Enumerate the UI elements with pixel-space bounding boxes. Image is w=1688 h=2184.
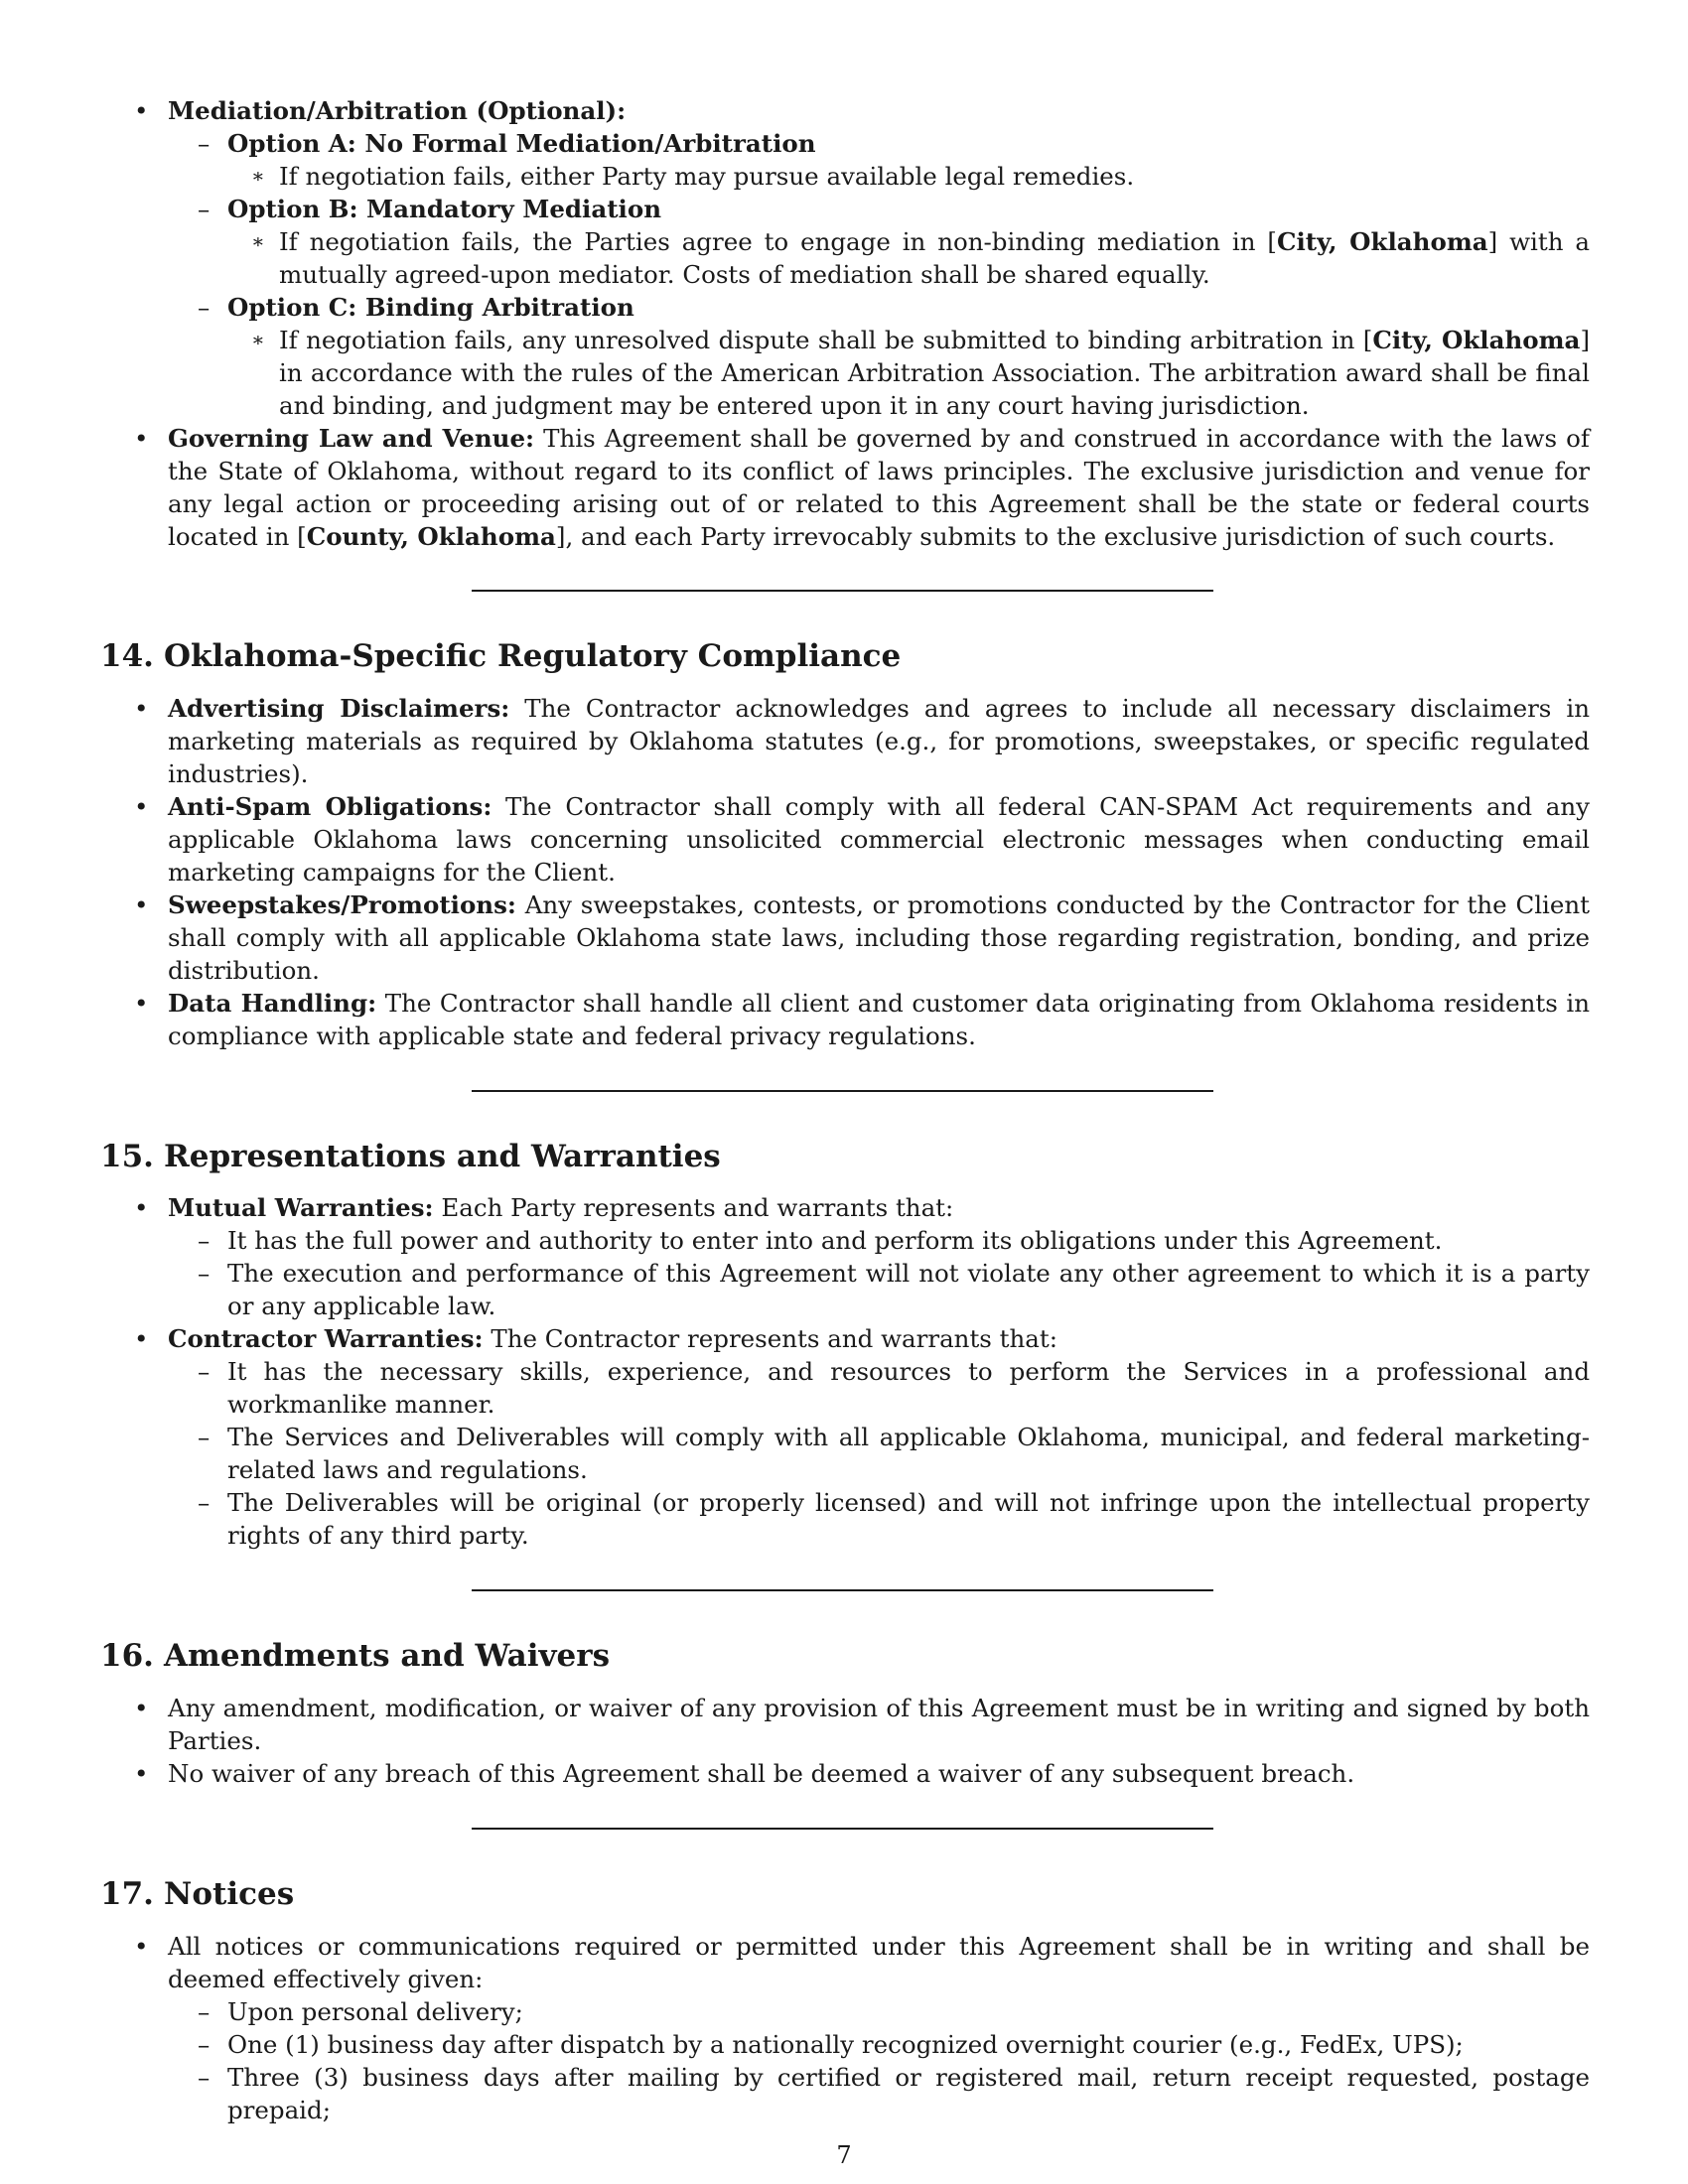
section-number: 16. <box>100 1638 154 1674</box>
list-item <box>168 1995 1590 2028</box>
contractor-warranties-list <box>168 1355 1590 1552</box>
list-item <box>100 1191 1590 1322</box>
list-item <box>100 888 1590 987</box>
list-item <box>100 94 1590 422</box>
item-text: It has the necessary skills, experience, and resources to perform the Services in a professional and workmanlike manner. <box>227 1357 1590 1419</box>
item-label: Sweepstakes/Promotions: <box>168 890 516 919</box>
list-item <box>100 1692 1590 1757</box>
item-text: The Contractor shall handle all client and customer data originating from Oklahoma residents in compliance with applicable state and federal privacy regulations. <box>168 989 1590 1050</box>
section-17-list <box>100 1930 1590 2126</box>
section-divider <box>472 590 1213 592</box>
section-15-list <box>100 1191 1590 1552</box>
item-text: Any amendment, modification, or waiver of any provision of this Agreement must be in writing and signed by both Parties. <box>168 1694 1590 1755</box>
list-item <box>227 160 1590 193</box>
section-heading <box>100 1636 1590 1676</box>
item-text: The Contractor represents and warrants that: <box>483 1324 1057 1353</box>
option-a-list <box>227 160 1590 193</box>
section-divider <box>472 1589 1213 1591</box>
section-number: 17. <box>100 1876 154 1912</box>
option-a-label: Option A: No Formal Mediation/Arbitration <box>227 129 816 158</box>
list-item <box>168 1421 1590 1486</box>
item-label: Anti-Spam Obligations: <box>168 792 492 821</box>
item-text: The Contractor shall comply with all federal CAN-SPAM Act requirements and any applicable Oklahoma laws concerning unsolicited commercial electronic messages when conducting email marketing campaigns for the Client. <box>168 792 1590 887</box>
list-item <box>168 2061 1590 2126</box>
option-b-text: If negotiation fails, the Parties agree to engage in non-binding mediation in [ <box>279 227 1277 256</box>
list-item <box>168 2028 1590 2061</box>
option-c-list <box>227 324 1590 422</box>
list-item <box>100 987 1590 1052</box>
item-text: The Contractor acknowledges and agrees to include all necessary disclaimers in marketing materials as required by Oklahoma statutes (e.g., for promotions, sweepstakes, or specific regulated industries). <box>168 694 1590 788</box>
option-a-text: If negotiation fails, either Party may pursue available legal remedies. <box>279 162 1135 191</box>
governing-law-text: This Agreement shall be governed by and construed in accordance with the laws of the State of Oklahoma, without regard to its conflict of laws principles. The exclusive jurisdiction and venue for any legal action or proceeding arising out of or related to this Agreement shall be the state or federal courts located in [ <box>168 424 1590 551</box>
section-14-list <box>100 692 1590 1052</box>
list-item <box>227 324 1590 422</box>
item-label: Advertising Disclaimers: <box>168 694 510 723</box>
list-item <box>100 1322 1590 1552</box>
list-item <box>168 1257 1590 1322</box>
list-item <box>227 225 1590 291</box>
governing-law-bold: County, Oklahoma <box>306 522 556 551</box>
item-text: No waiver of any breach of this Agreement shall be deemed a waiver of any subsequent breach. <box>168 1759 1355 1788</box>
item-text: The Services and Deliverables will comply with all applicable Oklahoma, municipal, and federal marketing-related laws and regulations. <box>227 1423 1590 1484</box>
option-c-text-end: ] in accordance with the rules of the American Arbitration Association. The arbitration award shall be final and binding, and judgment may be entered upon it in any court having jurisdiction. <box>279 326 1590 420</box>
list-item <box>100 790 1590 888</box>
item-text: The Deliverables will be original (or properly licensed) and will not infringe upon the intellectual property rights of any third party. <box>227 1488 1590 1550</box>
item-text: One (1) business day after dispatch by a nationally recognized overnight courier (e.g., FedEx, UPS); <box>227 2030 1464 2059</box>
list-item <box>168 127 1590 193</box>
mutual-warranties-list <box>168 1224 1590 1322</box>
section-heading <box>100 1874 1590 1914</box>
item-label: Mutual Warranties: <box>168 1193 434 1222</box>
section-title: Representations and Warranties <box>164 1139 721 1174</box>
governing-law-text-end: ], and each Party irrevocably submits to the exclusive jurisdiction of such courts. <box>555 522 1556 551</box>
section-heading <box>100 636 1590 676</box>
option-b-bold: City, Oklahoma <box>1277 227 1488 256</box>
list-item <box>168 1224 1590 1257</box>
section-number: 14. <box>100 638 154 674</box>
list-item <box>100 692 1590 790</box>
list-item <box>100 422 1590 553</box>
option-c-text: If negotiation fails, any unresolved dispute shall be submitted to binding arbitration in [ <box>279 326 1373 354</box>
dispute-resolution-list <box>100 94 1590 553</box>
item-label: Contractor Warranties: <box>168 1324 484 1353</box>
section-number: 15. <box>100 1139 154 1174</box>
item-label: Data Handling: <box>168 989 377 1018</box>
section-title: Notices <box>164 1876 295 1912</box>
list-item <box>100 1757 1590 1790</box>
section-divider <box>472 1090 1213 1092</box>
notices-intro: • All notices or communications required or permitted under this Agreement shall be in writing and shall be deemed effectively given: <box>168 1932 1590 1993</box>
option-b-label: Option B: Mandatory Mediation <box>227 195 662 223</box>
notices-methods-list <box>168 1995 1590 2126</box>
mediation-options-list <box>168 127 1590 422</box>
mediation-label: Mediation/Arbitration (Optional): <box>168 96 627 125</box>
list-item <box>100 1930 1590 2126</box>
list-item <box>168 193 1590 291</box>
governing-law-label: Governing Law and Venue: <box>168 424 535 453</box>
item-text: Each Party represents and warrants that: <box>433 1193 954 1222</box>
item-text: Any sweepstakes, contests, or promotions conducted by the Contractor for the Client shall comply with all applicable Oklahoma state laws, including those regarding registration, bonding, and prize distribution. <box>168 890 1590 985</box>
item-text: It has the full power and authority to enter into and perform its obligations under this Agreement. <box>227 1226 1443 1255</box>
list-item <box>168 291 1590 422</box>
section-16-list <box>100 1692 1590 1790</box>
section-title: Oklahoma-Specific Regulatory Compliance <box>164 638 902 674</box>
item-text: The execution and performance of this Agreement will not violate any other agreement to which it is a party or any applicable law. <box>227 1259 1590 1320</box>
page-number: 7 <box>836 2141 852 2169</box>
list-item <box>168 1355 1590 1421</box>
page-content <box>100 94 1590 2126</box>
option-b-list <box>227 225 1590 291</box>
option-b-text-end: ] with a mutually agreed-upon mediator. Costs of mediation shall be shared equally. <box>279 227 1591 289</box>
option-c-label: Option C: Binding Arbitration <box>227 293 634 322</box>
option-c-bold: City, Oklahoma <box>1372 326 1581 354</box>
item-text: Upon personal delivery; <box>227 1997 523 2026</box>
item-text: Three (3) business days after mailing by certified or registered mail, return receipt requested, postage prepaid; <box>227 2063 1590 2124</box>
section-heading <box>100 1137 1590 1176</box>
list-item <box>168 1486 1590 1552</box>
section-divider <box>472 1828 1213 1830</box>
section-title: Amendments and Waivers <box>164 1638 611 1674</box>
